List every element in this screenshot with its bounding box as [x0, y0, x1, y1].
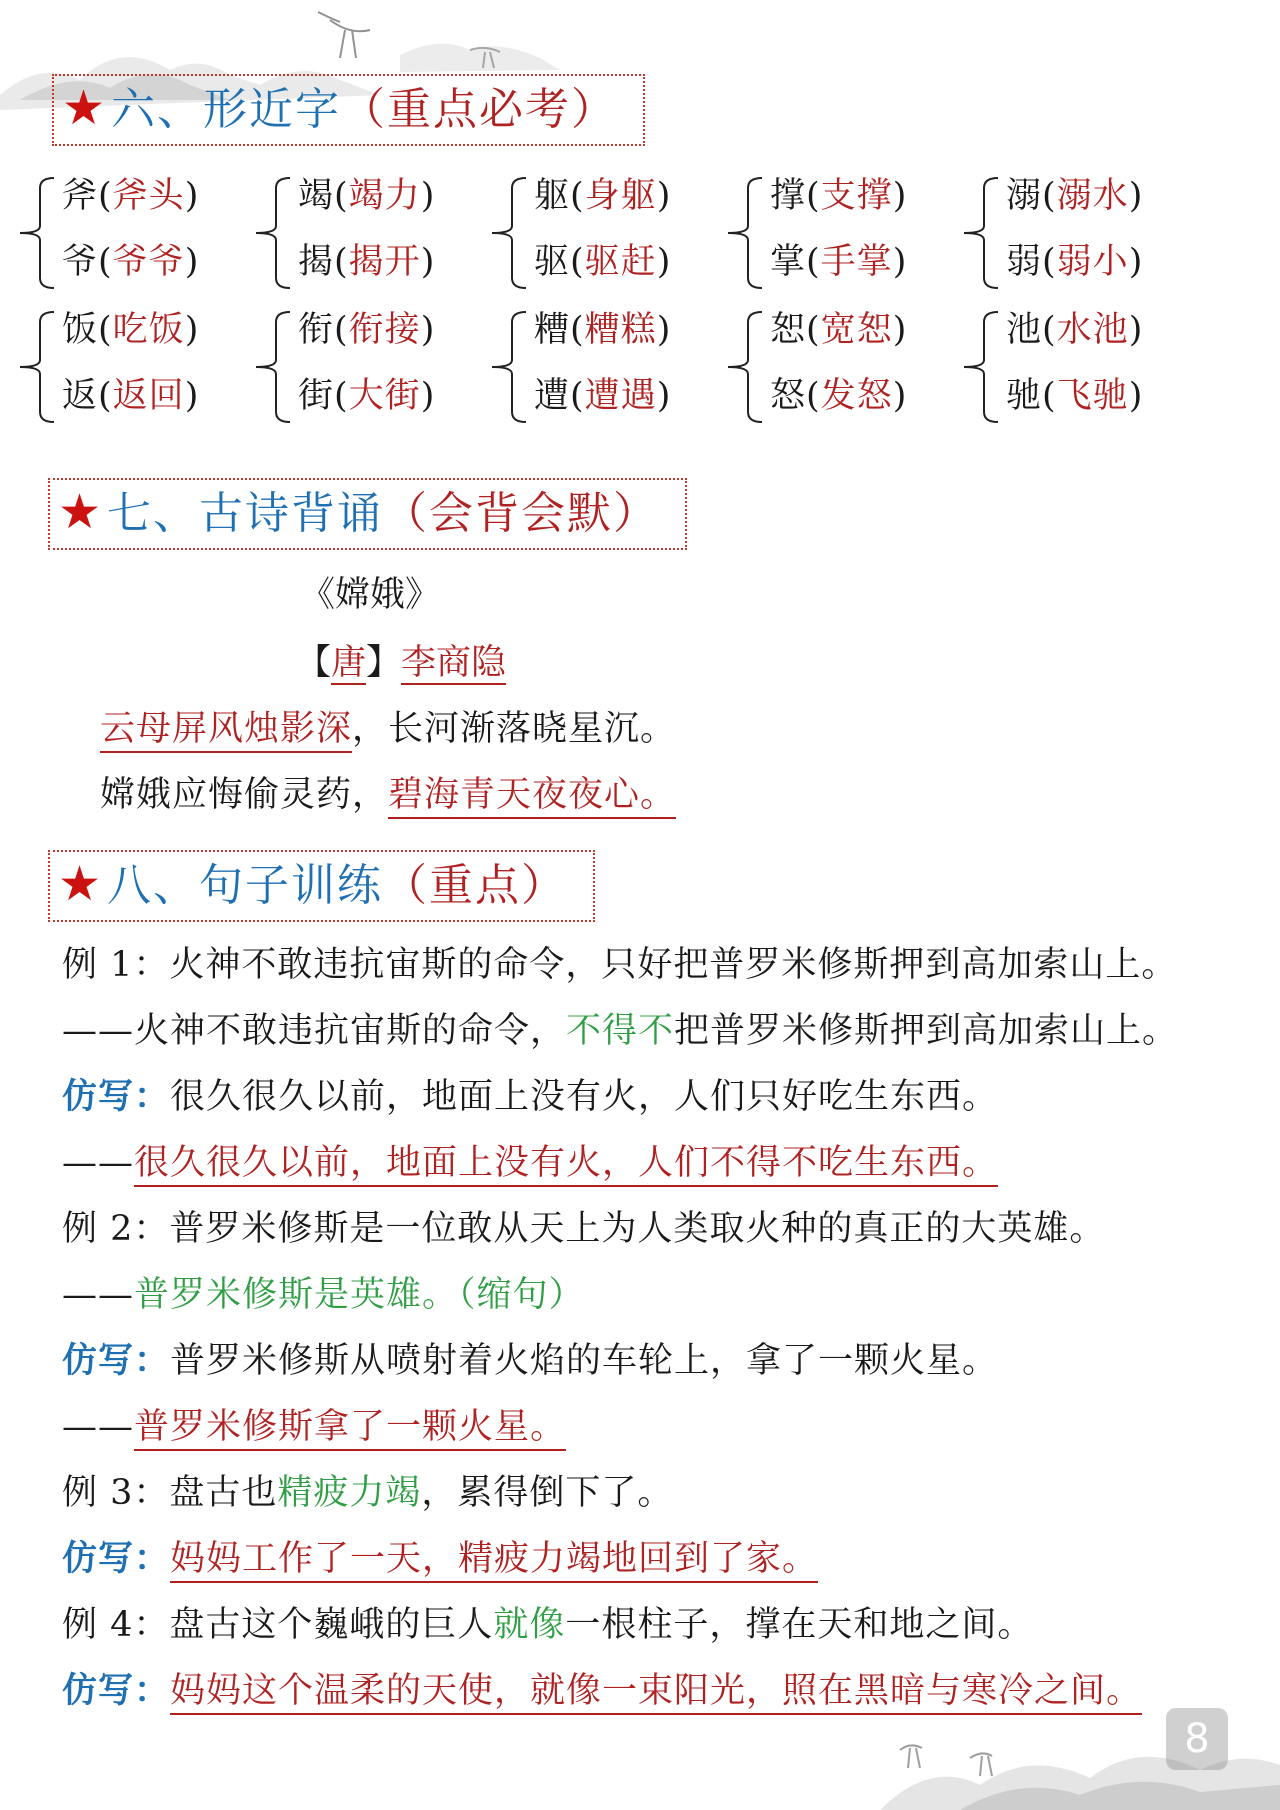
imitation-3: [62, 1536, 818, 1582]
poem-author-line: [296, 640, 506, 686]
word: 竭力: [348, 176, 421, 216]
word: 发怒: [820, 376, 893, 416]
pair-line: 饭(吃饭): [62, 310, 200, 350]
imitation-text: 普罗米修斯从喷射着火焰的车轮上，拿了一颗火星。: [170, 1341, 999, 1381]
character: 驱: [534, 242, 571, 282]
pair-line: 躯(身躯): [534, 176, 672, 216]
section-subheading: （重点）: [383, 860, 568, 911]
imitation-2-answer: [62, 1404, 566, 1450]
character: 恕: [770, 310, 807, 350]
answer-text: 普罗米修斯拿了一颗火星。: [134, 1407, 566, 1451]
highlight-word: 就像: [493, 1605, 566, 1645]
brace-icon: [962, 176, 1002, 290]
word: 糟糕: [584, 310, 657, 350]
imitation-label: 仿写：: [62, 1077, 171, 1117]
pair-line: 返(返回): [62, 376, 200, 416]
pair-line: 怒(发怒): [770, 376, 908, 416]
poem-title: 《嫦娥》: [300, 575, 441, 615]
word: 宽恕: [820, 310, 893, 350]
pair-line: 驱(驱赶): [534, 242, 672, 282]
word: 身躯: [584, 176, 657, 216]
character-pair: [726, 302, 958, 432]
word: 飞驰: [1056, 376, 1129, 416]
poem-text: ，长河渐落晓星沉。: [352, 709, 677, 749]
example-1: 例 1：火神不敢违抗宙斯的命令，只好把普罗米修斯押到高加索山上。: [62, 945, 1178, 985]
word: 衔接: [348, 310, 421, 350]
bracket-close: 】: [366, 643, 402, 683]
character-pair: [726, 168, 958, 298]
word: 驱赶: [584, 242, 657, 282]
character-pair: [254, 302, 486, 432]
pair-line: 溺(溺水): [1006, 176, 1144, 216]
character: 糟: [534, 310, 571, 350]
answer-text: 普罗米修斯是英雄。（缩句）: [134, 1275, 585, 1315]
character: 驰: [1006, 376, 1043, 416]
character-pair: [490, 302, 722, 432]
imitation-1: [62, 1074, 998, 1120]
example-text: ，累得倒下了。: [421, 1473, 674, 1513]
poem-blank-answer: 云母屏风烛影深: [100, 709, 352, 753]
poem-line-1: [100, 706, 676, 752]
answer-text: ——火神不敢违抗宙斯的命令，: [62, 1011, 567, 1051]
highlight-word: 精疲力竭: [277, 1473, 422, 1513]
word: 水池: [1056, 310, 1129, 350]
pair-line: 揭(揭开): [298, 242, 436, 282]
word: 斧头: [112, 176, 185, 216]
section-heading: 七、古诗背诵: [107, 488, 384, 539]
example-4: [62, 1602, 1033, 1648]
word: 返回: [112, 376, 185, 416]
pair-line: 爷(爷爷): [62, 242, 200, 282]
example-2-answer: [62, 1272, 585, 1318]
character-pair: [490, 168, 722, 298]
section-title-poem-recitation: [48, 478, 687, 550]
character: 怒: [770, 376, 807, 416]
character: 衔: [298, 310, 335, 350]
dash: ——: [62, 1407, 134, 1447]
brace-icon: [962, 310, 1002, 424]
imitation-label: 仿写：: [62, 1539, 171, 1579]
section-subheading: （重点必考）: [341, 84, 618, 135]
brace-icon: [726, 310, 766, 424]
pair-line: 斧(斧头): [62, 176, 200, 216]
imitation-1-answer: [62, 1140, 998, 1186]
word: 吃饭: [112, 310, 185, 350]
example-text: 例 4：盘古这个巍峨的巨人: [62, 1605, 494, 1645]
character: 斧: [62, 176, 99, 216]
character: 遭: [534, 376, 571, 416]
crane-icon: [900, 1745, 992, 1776]
crane-icon: [318, 12, 370, 58]
pair-line: 竭(竭力): [298, 176, 436, 216]
character-pair: [18, 302, 250, 432]
character: 竭: [298, 176, 335, 216]
pair-line: 池(水池): [1006, 310, 1144, 350]
answer-text: 很久很久以前，地面上没有火，人们不得不吃生东西。: [134, 1143, 998, 1187]
word: 大街: [348, 376, 421, 416]
imitation-label: 仿写：: [62, 1341, 171, 1381]
brace-icon: [490, 176, 530, 290]
character: 爷: [62, 242, 99, 282]
example-3: [62, 1470, 673, 1516]
section-heading: 八、句子训练: [107, 860, 384, 911]
word: 溺水: [1056, 176, 1129, 216]
poem-line-2: [100, 772, 676, 818]
answer-text: 把普罗米修斯押到高加索山上。: [674, 1011, 1179, 1051]
answer-text: 妈妈这个温柔的天使，就像一束阳光，照在黑暗与寒冷之间。: [170, 1671, 1142, 1715]
pair-line: 糟(糟糕): [534, 310, 672, 350]
section-heading: 六、形近字: [111, 84, 342, 135]
word: 支撑: [820, 176, 893, 216]
poem-blank-answer: 碧海青天夜夜心。: [388, 775, 676, 819]
word: 弱小: [1056, 242, 1129, 282]
character: 撑: [770, 176, 807, 216]
poem-text: 嫦娥应悔偷灵药，: [100, 775, 389, 815]
pair-line: 掌(手掌): [770, 242, 908, 282]
dash: ——: [62, 1275, 134, 1315]
brace-icon: [490, 310, 530, 424]
character: 饭: [62, 310, 99, 350]
answer-text: 妈妈工作了一天，精疲力竭地回到了家。: [170, 1539, 818, 1583]
bracket-open: 【: [296, 643, 332, 683]
character: 躯: [534, 176, 571, 216]
character: 溺: [1006, 176, 1043, 216]
star-icon: ★: [62, 80, 108, 136]
character: 掌: [770, 242, 807, 282]
character: 池: [1006, 310, 1043, 350]
page-number: 8: [1166, 1708, 1228, 1770]
character-pair: [962, 302, 1194, 432]
character: 街: [298, 376, 335, 416]
imitation-text: 很久很久以前，地面上没有火，人们只好吃生东西。: [170, 1077, 999, 1117]
pair-line: 衔(衔接): [298, 310, 436, 350]
example-text: 例 3：盘古也: [62, 1473, 278, 1513]
imitation-2: [62, 1338, 998, 1384]
character: 弱: [1006, 242, 1043, 282]
brace-icon: [18, 310, 58, 424]
section-title-sentence-training: [48, 850, 595, 922]
example-text: 一根柱子，撑在天和地之间。: [565, 1605, 1034, 1645]
poem-dynasty: 唐: [331, 643, 367, 683]
character: 揭: [298, 242, 335, 282]
brace-icon: [18, 176, 58, 290]
word: 遭遇: [584, 376, 657, 416]
star-icon: ★: [58, 856, 104, 912]
character: 返: [62, 376, 99, 416]
word: 爷爷: [112, 242, 185, 282]
brace-icon: [254, 176, 294, 290]
word: 手掌: [820, 242, 893, 282]
dash: ——: [62, 1143, 134, 1183]
section-subheading: （会背会默）: [383, 488, 660, 539]
pair-line: 遭(遭遇): [534, 376, 672, 416]
character-pair: [18, 168, 250, 298]
star-icon: ★: [58, 484, 104, 540]
pair-line: 恕(宽恕): [770, 310, 908, 350]
pair-line: 驰(飞驰): [1006, 376, 1144, 416]
example-1-answer: [62, 1008, 1178, 1054]
example-2: 例 2：普罗米修斯是一位敢从天上为人类取火种的真正的大英雄。: [62, 1209, 1106, 1249]
pair-line: 弱(弱小): [1006, 242, 1144, 282]
brace-icon: [726, 176, 766, 290]
section-title-similar-characters: [52, 74, 645, 146]
poem-author: 李商隐: [401, 643, 507, 683]
pair-line: 撑(支撑): [770, 176, 908, 216]
brace-icon: [254, 310, 294, 424]
word: 揭开: [348, 242, 421, 282]
imitation-label: 仿写：: [62, 1671, 171, 1711]
pair-line: 街(大街): [298, 376, 436, 416]
highlight-word: 不得不: [566, 1011, 675, 1051]
character-pair: [254, 168, 486, 298]
character-pair: [962, 168, 1194, 298]
